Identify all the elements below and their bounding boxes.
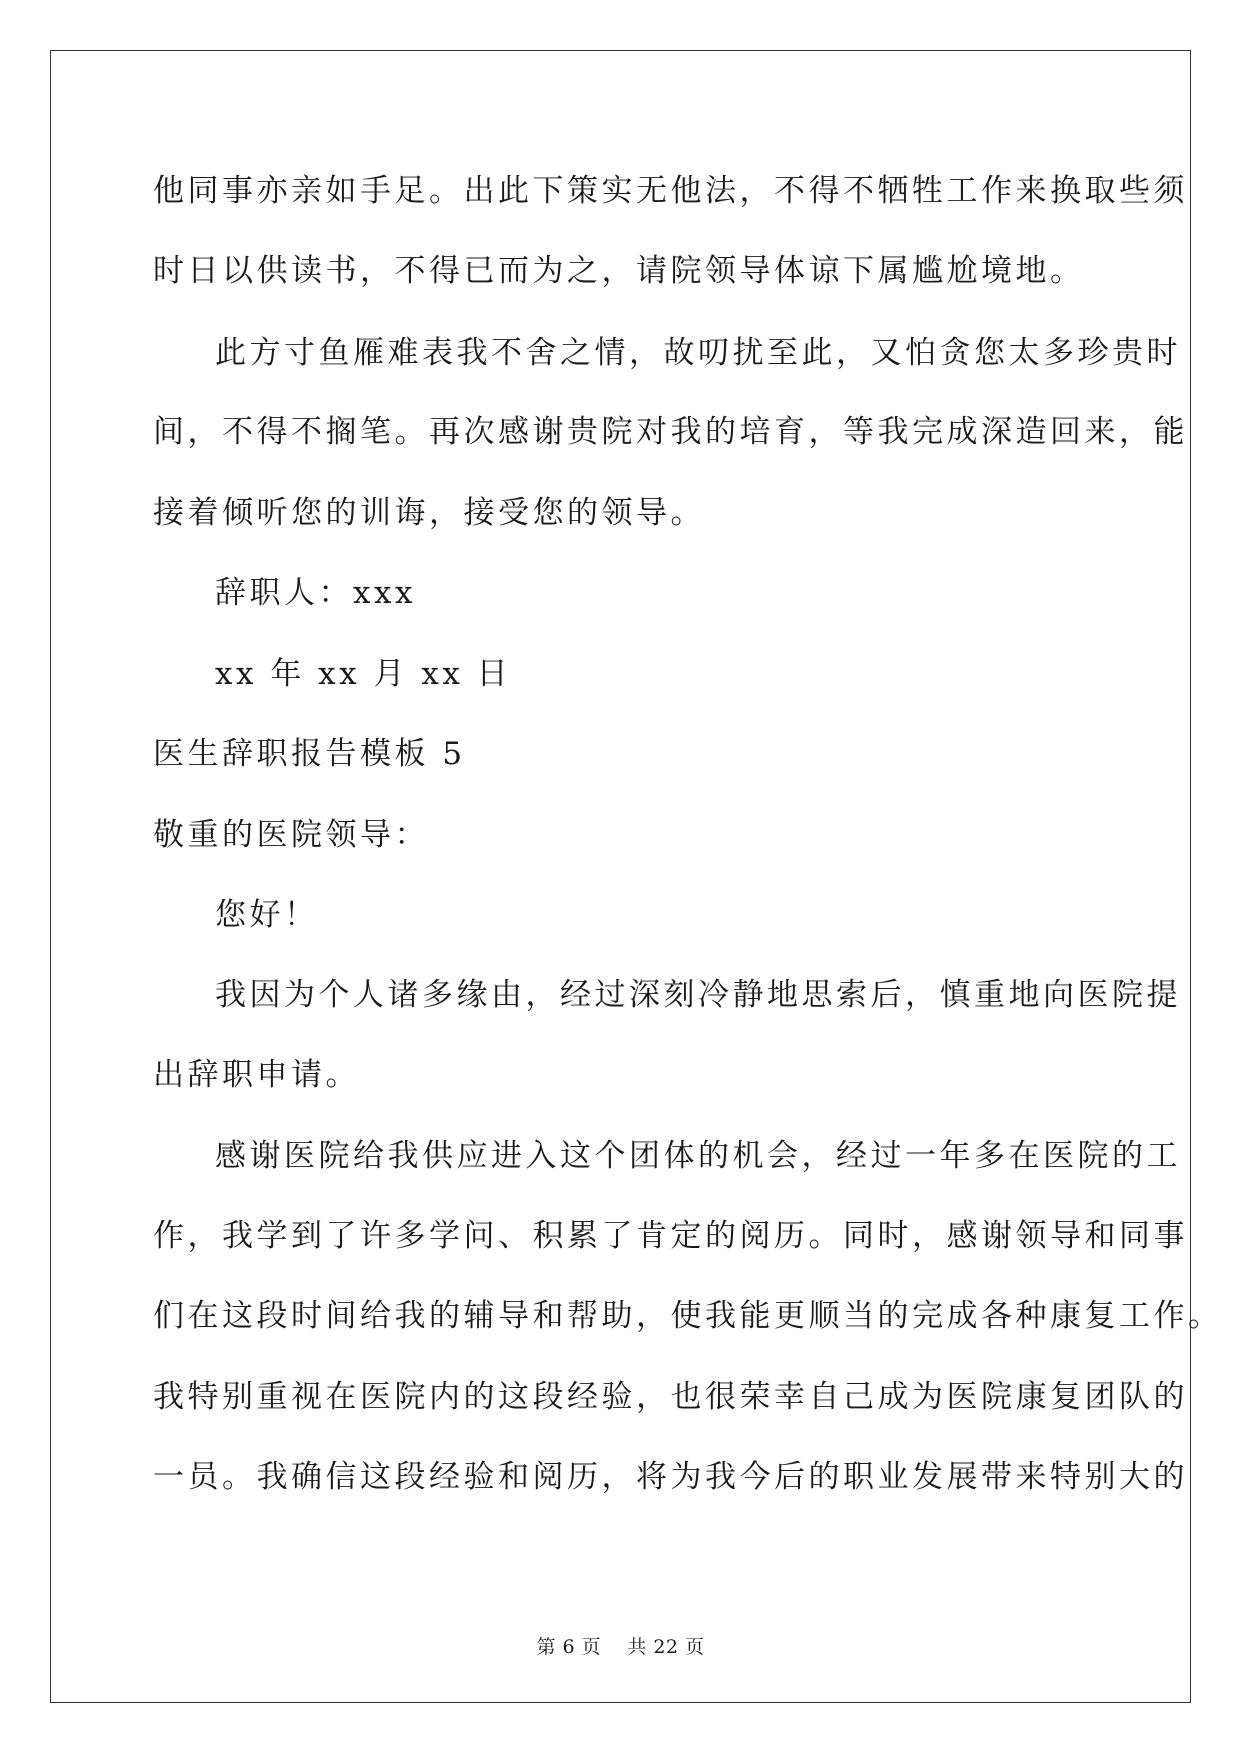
body-line-15: 们在这段时间给我的辅导和帮助，使我能更顺当的完成各种康复工作。 — [153, 1298, 1223, 1334]
body-line-3: 此方寸鱼雁难表我不舍之情，故叨扰至此，又怕贪您太多珍贵时 — [215, 335, 1181, 371]
date-line: xx 年 xx 月 xx 日 — [215, 656, 512, 692]
page-number: 第 6 页 共 22 页 — [536, 1636, 705, 1658]
body-line-12: 出辞职申请。 — [153, 1057, 360, 1093]
body-line-4: 间，不得不搁笔。再次感谢贵院对我的培育，等我完成深造回来，能 — [153, 414, 1188, 450]
section-title: 医生辞职报告模板 5 — [153, 736, 466, 772]
body-line-5: 接着倾听您的训诲，接受您的领导。 — [153, 495, 705, 531]
salutation: 敬重的医院领导： — [153, 817, 429, 853]
greeting: 您好！ — [215, 897, 319, 933]
body-line-1: 他同事亦亲如手足。出此下策实无他法，不得不牺牲工作来换取些须 — [153, 173, 1188, 209]
page-footer — [0, 1632, 1241, 1659]
body-line-16: 我特别重视在医院内的这段经验，也很荣幸自己成为医院康复团队的 — [153, 1379, 1188, 1415]
body-line-2: 时日以供读书，不得已而为之，请院领导体谅下属尴尬境地。 — [153, 253, 1085, 289]
body-line-13: 感谢医院给我供应进入这个团体的机会，经过一年多在医院的工 — [215, 1138, 1181, 1174]
body-line-17: 一员。我确信这段经验和阅历，将为我今后的职业发展带来特别大的 — [153, 1459, 1188, 1495]
body-line-11: 我因为个人诸多缘由，经过深刻冷静地思索后，慎重地向医院提 — [215, 977, 1181, 1013]
page-border — [50, 50, 1191, 1703]
body-line-14: 作，我学到了许多学问、积累了肯定的阅历。同时，感谢领导和同事 — [153, 1218, 1188, 1254]
signature-line: 辞职人：xxx — [215, 575, 416, 611]
